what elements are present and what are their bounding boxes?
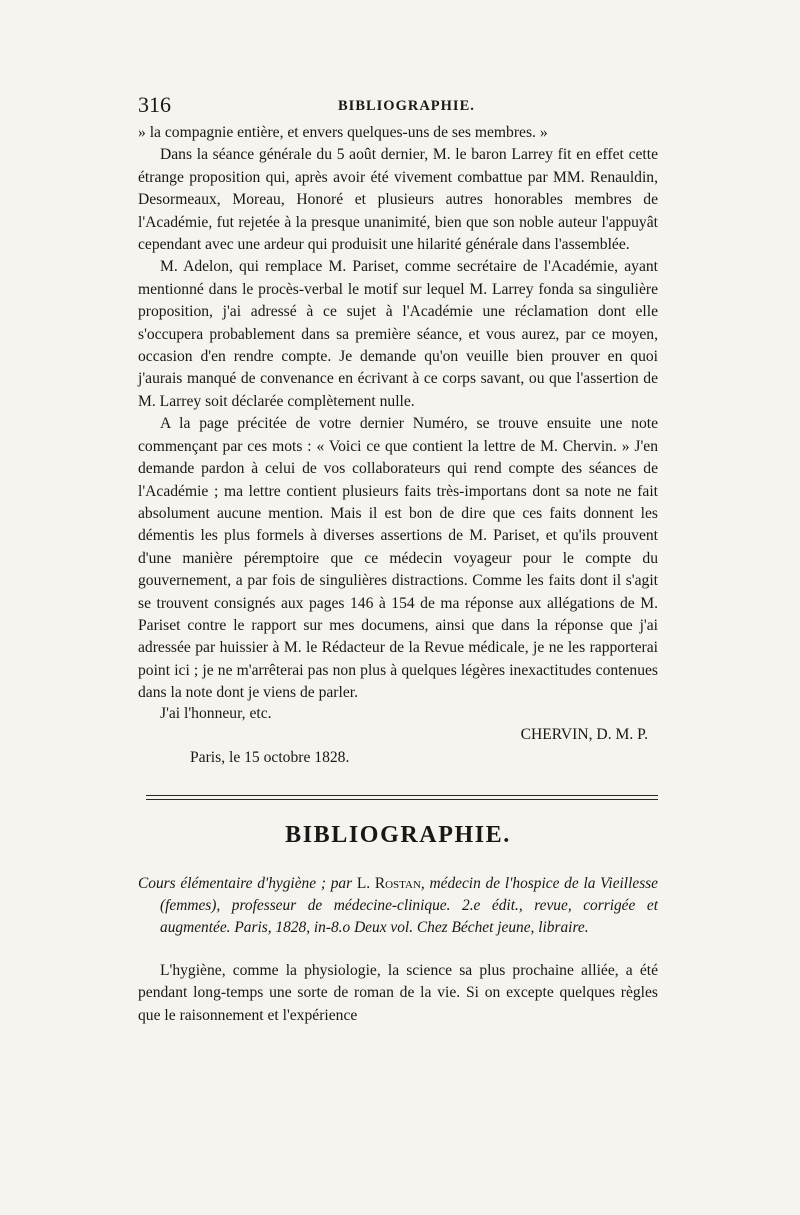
- page: [138, 92, 658, 1027]
- letter-paragraph: » la compagnie entière, et envers quelques-uns de ses membres. »: [138, 124, 548, 141]
- divider-rule: [146, 799, 658, 800]
- bibliography-entry: [138, 873, 658, 940]
- letter-paragraph: M. Adelon, qui remplace M. Pariset, comme secrétaire de l'Académie, ayant mentionné dans le procès-verbal le motif sur lequel M. Larrey fonda sa singulière proposition, j'ai adressé à ce sujet à l'Académie une réclamation dont elle s'occupera probablement dans sa première séance, et vous aurez, par ce moyen, occasion d'en rendre compte. Je demande qu'on veuille bien prouver en quoi j'aurais manqué de convenance en écrivant à ce corps savant, ou que l'assertion de M. Larrey soit déclarée complètement nulle.: [138, 258, 658, 410]
- entry-title: Cours élémentaire d'hygiène ; par: [138, 874, 357, 892]
- running-title: BIBLIOGRAPHIE.: [338, 98, 475, 114]
- letter-body: [138, 122, 658, 705]
- page-number: 316: [138, 92, 171, 117]
- section-title: BIBLIOGRAPHIE.: [285, 821, 511, 848]
- letter-paragraph: Dans la séance générale du 5 août dernier, M. le baron Larrey fit en effet cette étrange proposition qui, après avoir été vivement combattue par MM. Renauldin, Desormeaux, Moreau, Honoré et plusieurs autres honorables membres de l'Académie, fut rejetée à la presque unanimité, bien que son noble auteur l'appuyât cependant avec une ardeur qui produisit une hilarité générale dans l'assemblée.: [138, 146, 658, 254]
- entry-author: L. Rostan: [356, 874, 421, 892]
- section-divider: [138, 795, 658, 800]
- running-head: [138, 92, 658, 122]
- letter-paragraph: A la page précitée de votre dernier Numéro, se trouve ensuite une note commençant par ces mots : « Voici ce que contient la lettre de M. Chervin. » J'en demande pardon à celui de vos collaborateurs qui rend compte des séances de l'Académie ; ma lettre contient plusieurs faits très-importans dont sa note ne fait absolument aucune mention. Mais il est bon de dire que ces faits donnent les démentis les plus formels à diverses assertions de M. Pariset, et qu'ils prouvent d'une manière péremptoire que ce médecin voyageur pour le compte du gouvernement, a par fois de singulières distractions. Comme les faits dont il s'agit se trouvent consignés aux pages 146 à 154 de ma réponse aux allégations de M. Pariset contre le rapport sur mes documens, ainsi que dans la réponse que j'ai adressée par huissier à M. le Rédacteur de la Revue médicale, je ne les rapporterai point ici ; je ne m'arrêterai pas non plus à quelques légères inexactitudes contenues dans la note dont je viens de parler.: [138, 415, 658, 702]
- divider-rule: [146, 795, 658, 796]
- closing-formula: J'ai l'honneur, etc.: [160, 704, 272, 722]
- review-opening: L'hygiène, comme la physiologie, la science sa plus prochaine alliée, a été pendant long-temps une sorte de roman de la vie. Si on excepte quelques règles que le raisonnement et l'expérience: [138, 961, 658, 1024]
- letter-closing: [138, 704, 658, 766]
- signature: CHERVIN, D. M. P.: [520, 725, 648, 743]
- dateline: Paris, le 15 octobre 1828.: [190, 748, 350, 766]
- entry-details: , médecin de l'hospice de la Vieillesse (femmes), professeur de médecine-clinique. 2.e édit., revue, corrigée et augmentée. Paris, 1828, in-8.o Deux vol. Chez Béchet jeune, libraire.: [160, 874, 658, 937]
